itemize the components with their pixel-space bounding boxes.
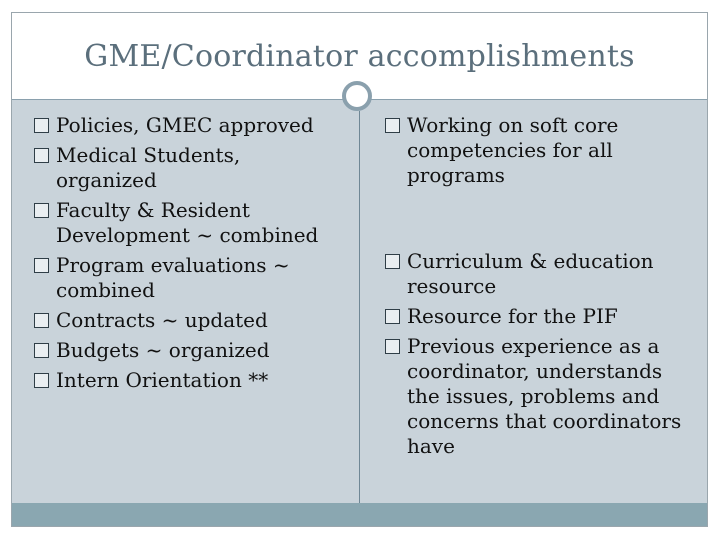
circle-ornament-icon [342,81,372,111]
square-bullet-icon [34,343,49,358]
right-column [385,113,695,464]
list-item [34,113,344,138]
list-item-text: Contracts ~ updated [56,308,268,332]
square-bullet-icon [34,148,49,163]
list-item [34,198,344,248]
square-bullet-icon [34,203,49,218]
list-item-text: Working on soft core competencies for all programs [407,113,619,187]
list-item-text: Program evaluations ~ combined [56,253,290,302]
square-bullet-icon [34,258,49,273]
list-item [34,253,344,303]
list-item [34,308,344,333]
list-item [34,368,344,393]
square-bullet-icon [385,309,400,324]
list-item-text: Medical Students, organized [56,143,241,192]
list-item [34,338,344,363]
footer-band [12,503,707,526]
square-bullet-icon [385,118,400,133]
column-divider [359,111,360,503]
square-bullet-icon [34,373,49,388]
slide-title: GME/Coordinator accomplishments [84,39,635,74]
list-item [385,304,695,329]
list-item-text: Faculty & Resident Development ~ combined [56,198,319,247]
square-bullet-icon [385,339,400,354]
square-bullet-icon [34,118,49,133]
list-item-text: Resource for the PIF [407,304,618,328]
list-item-text: Previous experience as a coordinator, understands the issues, problems and concerns that coordinators have [407,334,682,458]
list-item-text: Curriculum & education resource [407,249,654,298]
column-spacer [385,193,695,249]
list-item-text: Intern Orientation ** [56,368,269,392]
list-item [385,334,695,459]
list-item-text: Budgets ~ organized [56,338,270,362]
left-column [34,113,344,398]
list-item [385,113,695,188]
list-item-text: Policies, GMEC approved [56,113,314,137]
square-bullet-icon [34,313,49,328]
list-item [385,249,695,299]
square-bullet-icon [385,254,400,269]
list-item [34,143,344,193]
